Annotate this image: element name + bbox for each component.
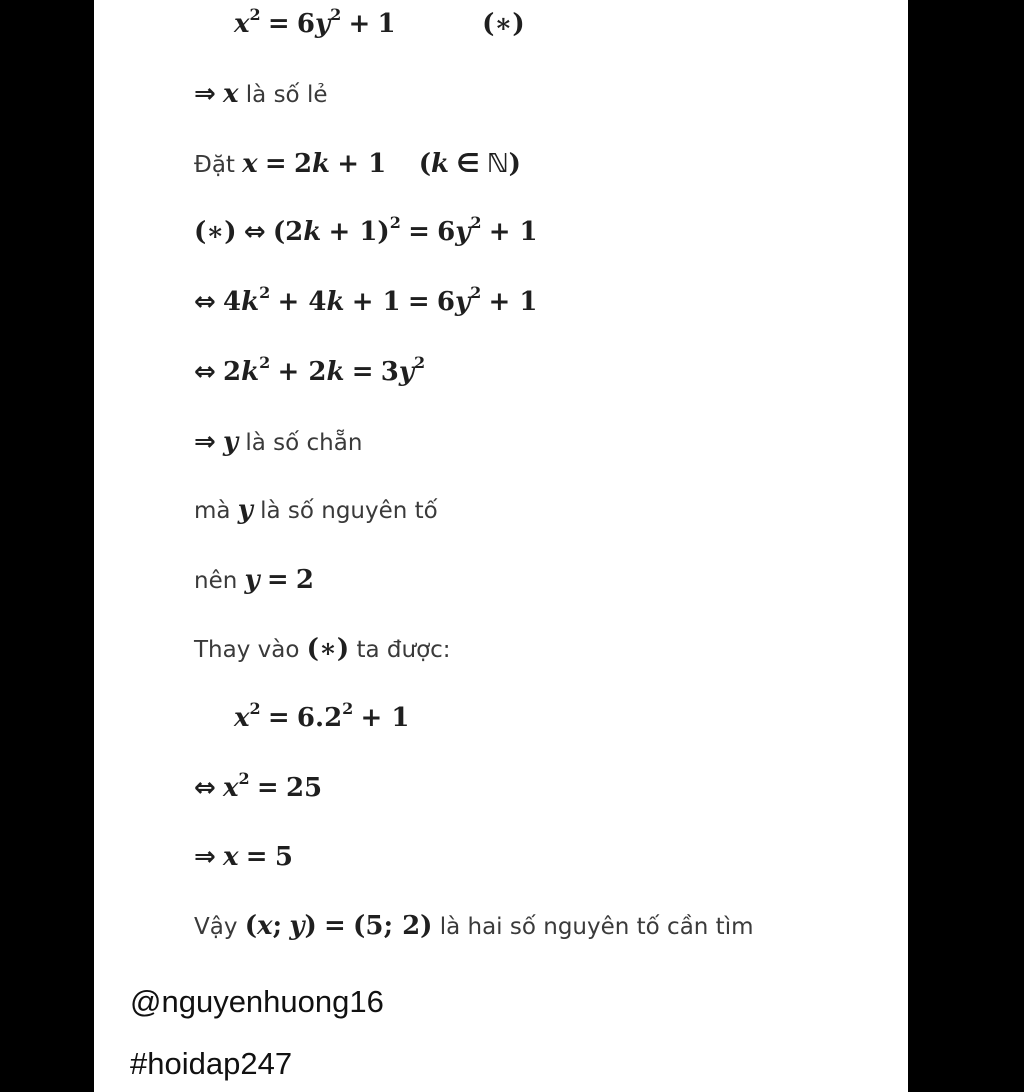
var-x: x bbox=[223, 773, 239, 803]
var-y: y bbox=[398, 357, 414, 387]
expression: + 4 bbox=[277, 287, 327, 317]
step-text: là số lẻ bbox=[245, 82, 328, 108]
var-y: y bbox=[223, 427, 239, 457]
solution-sheet bbox=[94, 0, 908, 1092]
exponent: 2 bbox=[249, 699, 261, 719]
iff-arrow: ⇔ bbox=[243, 217, 266, 247]
var-y: y bbox=[244, 565, 260, 595]
step-text: là hai số nguyên tố cần tìm bbox=[439, 914, 754, 940]
paren: ( bbox=[244, 911, 257, 941]
step-line-7 bbox=[194, 424, 362, 460]
var-y: y bbox=[455, 217, 471, 247]
var-k: k bbox=[241, 287, 260, 317]
step-text: Vậy bbox=[194, 914, 238, 940]
equation-line-1 bbox=[234, 6, 525, 41]
step-line-9 bbox=[194, 562, 314, 598]
step-line-3 bbox=[194, 146, 521, 182]
step-line-4 bbox=[194, 214, 538, 249]
iff-arrow: ⇔ bbox=[194, 773, 216, 803]
equals-sign: = bbox=[267, 9, 290, 39]
exponent: 2 bbox=[259, 283, 271, 303]
step-line-5 bbox=[194, 284, 537, 319]
coefficient: 6 bbox=[436, 287, 455, 317]
conclusion-line bbox=[194, 908, 754, 944]
coefficient: 3 bbox=[380, 357, 399, 387]
var-x: x bbox=[223, 79, 239, 109]
step-text: là số chẵn bbox=[245, 430, 363, 456]
natural-numbers-symbol: ℕ bbox=[486, 149, 509, 179]
expression: 6.2 bbox=[296, 703, 343, 733]
equals-sign: = bbox=[324, 911, 346, 941]
coefficient: 6 bbox=[296, 9, 316, 39]
expression: + 1 bbox=[488, 217, 538, 247]
equation-tag: (∗) bbox=[194, 217, 237, 247]
step-text: Đặt bbox=[194, 152, 235, 178]
exponent: 2 bbox=[389, 213, 401, 233]
var-y: y bbox=[237, 495, 253, 525]
step-text: ta được: bbox=[356, 637, 451, 663]
equals-sign: = bbox=[267, 703, 290, 733]
expression: + 1 bbox=[360, 703, 410, 733]
equation-tag: (∗) bbox=[306, 634, 350, 664]
implies-arrow: ⇒ bbox=[194, 427, 216, 457]
exponent: 2 bbox=[259, 353, 271, 373]
var-k: k bbox=[326, 357, 345, 387]
exponent: 2 bbox=[342, 699, 354, 719]
equation-line-11 bbox=[234, 700, 409, 735]
var-x: x bbox=[234, 9, 250, 39]
plus-sign: + bbox=[348, 9, 371, 39]
expression: (2 bbox=[272, 217, 304, 247]
implies-arrow: ⇒ bbox=[194, 79, 216, 109]
coefficient: 2 bbox=[293, 149, 313, 179]
equals-sign: = bbox=[245, 842, 268, 872]
coefficient: 2 bbox=[223, 357, 242, 387]
paren: ( bbox=[418, 149, 432, 179]
equals-sign: = bbox=[408, 217, 430, 247]
coefficient: 6 bbox=[437, 217, 456, 247]
equals-sign: = bbox=[256, 773, 279, 803]
equals-sign: = bbox=[266, 565, 289, 595]
var-x: x bbox=[257, 911, 273, 941]
var-y: y bbox=[455, 287, 471, 317]
var-k: k bbox=[431, 149, 450, 179]
step-line-12 bbox=[194, 770, 322, 805]
equals-sign: = bbox=[264, 149, 287, 179]
expression: + 1 bbox=[337, 149, 387, 179]
exponent: 2 bbox=[470, 213, 482, 233]
expression: + 1 bbox=[351, 287, 401, 317]
expression: + 1 bbox=[488, 287, 538, 317]
var-k: k bbox=[312, 149, 331, 179]
step-line-13 bbox=[194, 839, 293, 874]
step-line-6 bbox=[194, 354, 425, 389]
exponent: 2 bbox=[470, 283, 482, 303]
var-x: x bbox=[223, 842, 239, 872]
implies-arrow: ⇒ bbox=[194, 842, 216, 872]
constant: 1 bbox=[377, 9, 396, 39]
paren: ) bbox=[304, 911, 317, 941]
element-of-symbol: ∈ bbox=[456, 149, 480, 179]
paren: ) bbox=[508, 149, 521, 179]
var-x: x bbox=[242, 149, 258, 179]
var-x: x bbox=[234, 703, 250, 733]
var-k: k bbox=[241, 357, 260, 387]
value: 2 bbox=[295, 565, 315, 595]
var-k: k bbox=[303, 217, 322, 247]
value: 25 bbox=[285, 773, 323, 803]
step-text: mà bbox=[194, 498, 231, 524]
exponent: 2 bbox=[413, 353, 426, 373]
step-line-2 bbox=[194, 76, 327, 112]
step-text: là số nguyên tố bbox=[260, 498, 438, 524]
expression: + 1) bbox=[328, 217, 390, 247]
step-line-8 bbox=[194, 492, 438, 528]
step-text: nên bbox=[194, 568, 238, 594]
equals-sign: = bbox=[407, 287, 430, 317]
var-y: y bbox=[315, 9, 331, 39]
iff-arrow: ⇔ bbox=[194, 287, 216, 317]
value: 5 bbox=[274, 842, 293, 872]
equation-tag: (∗) bbox=[482, 9, 525, 39]
var-k: k bbox=[326, 287, 345, 317]
author-handle: @nguyenhuong16 bbox=[130, 984, 384, 1019]
exponent: 2 bbox=[330, 5, 342, 25]
separator: ; bbox=[272, 911, 283, 941]
coefficient: 4 bbox=[223, 287, 242, 317]
exponent: 2 bbox=[238, 769, 250, 789]
step-line-10 bbox=[194, 631, 451, 667]
exponent: 2 bbox=[249, 5, 261, 25]
expression: + 2 bbox=[277, 357, 327, 387]
site-hashtag: #hoidap247 bbox=[130, 1046, 293, 1081]
result-pair: (5; 2) bbox=[353, 911, 433, 941]
step-text: Thay vào bbox=[194, 637, 300, 663]
equals-sign: = bbox=[351, 357, 374, 387]
iff-arrow: ⇔ bbox=[194, 357, 216, 387]
var-y: y bbox=[289, 911, 305, 941]
